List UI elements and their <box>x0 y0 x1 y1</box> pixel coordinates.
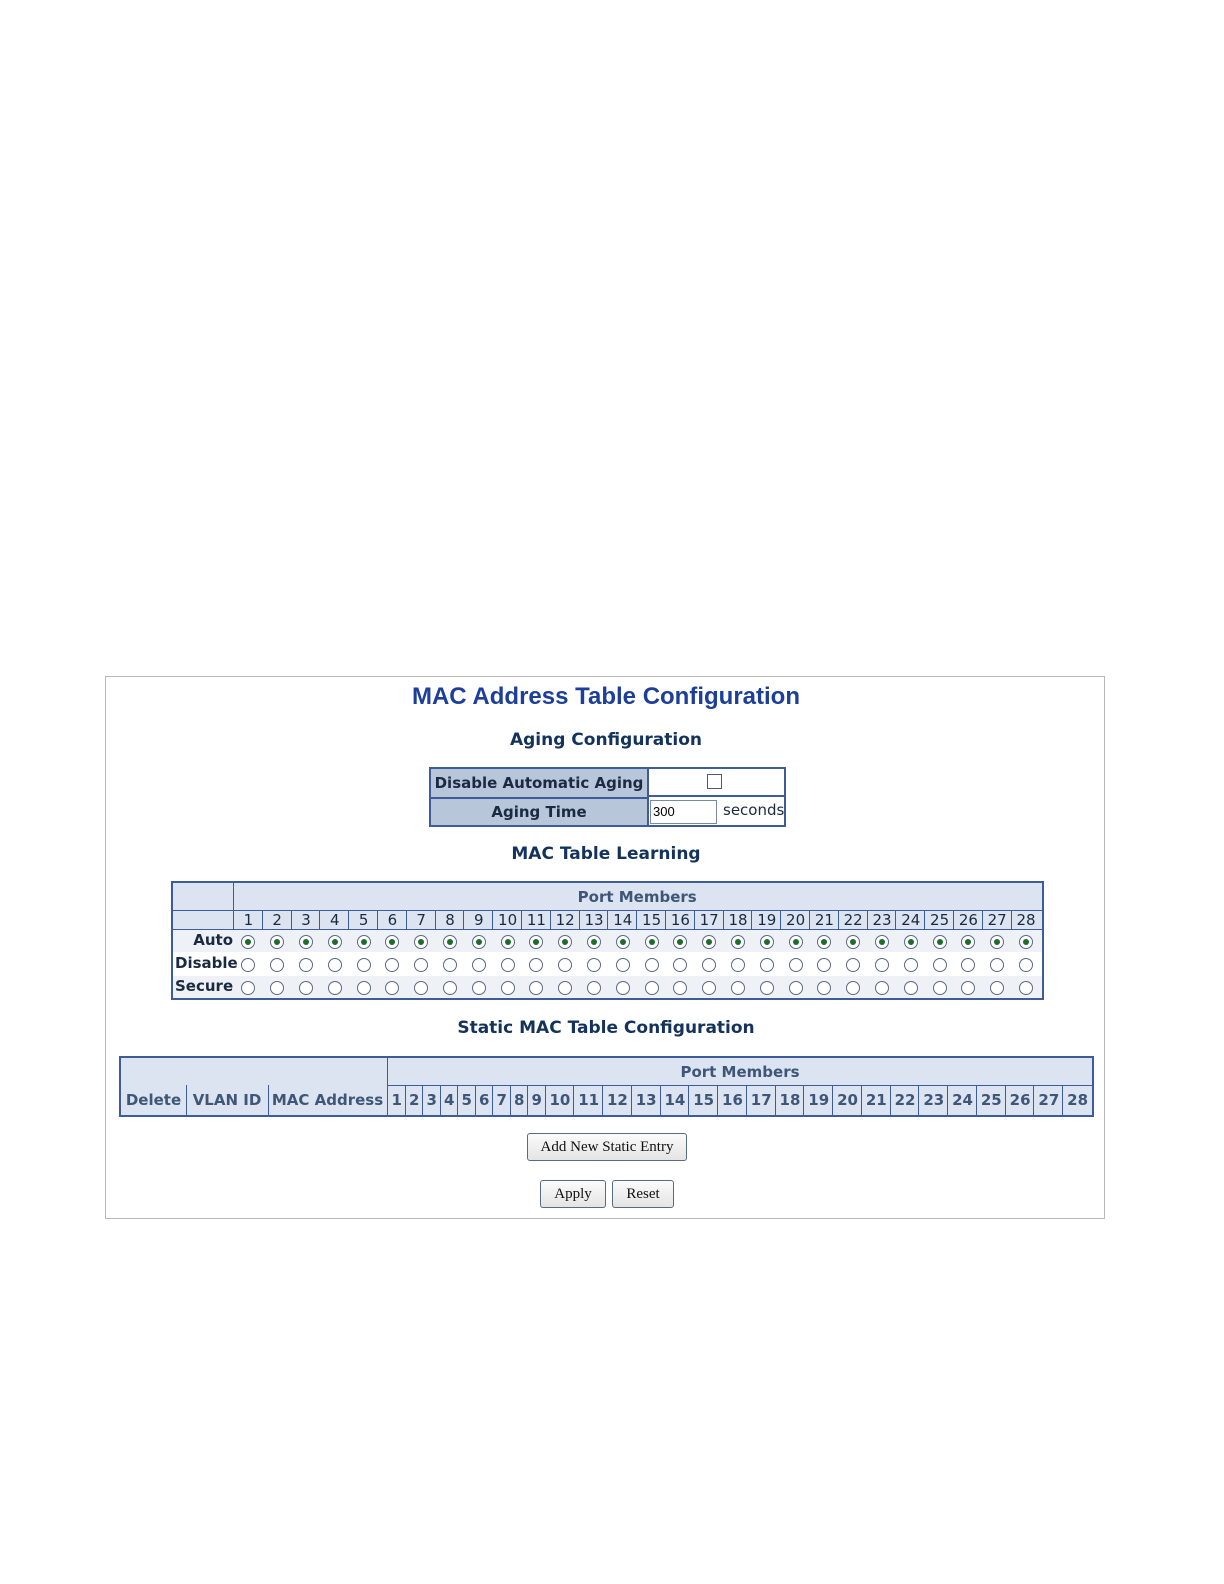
static-port-number: 6 <box>479 1091 490 1109</box>
learning-port-number: 22 <box>843 911 863 929</box>
disable-aging-checkbox[interactable] <box>707 774 722 789</box>
learning-port-number: 7 <box>416 911 426 929</box>
static-port-number: 24 <box>952 1091 973 1109</box>
learning-disable-radio[interactable] <box>789 958 803 972</box>
static-port-number: 19 <box>808 1091 830 1109</box>
learning-disable-radio[interactable] <box>529 958 543 972</box>
static-col-header: MAC Address <box>271 1091 384 1109</box>
learning-secure-radio[interactable] <box>299 981 313 995</box>
learning-port-number: 11 <box>526 911 546 929</box>
static-port-number: 13 <box>635 1091 657 1109</box>
learning-disable-radio[interactable] <box>673 958 687 972</box>
learning-disable-radio[interactable] <box>875 958 889 972</box>
learning-auto-radio[interactable] <box>933 935 947 949</box>
reset-button[interactable]: Reset <box>612 1180 674 1208</box>
static-port-number: 1 <box>391 1091 402 1109</box>
static-port-number: 15 <box>693 1091 715 1109</box>
learning-disable-radio[interactable] <box>472 958 486 972</box>
config-panel <box>105 676 1105 1219</box>
learning-disable-radio[interactable] <box>616 958 630 972</box>
learning-disable-radio[interactable] <box>241 958 255 972</box>
static-port-number: 23 <box>923 1091 945 1109</box>
learning-row-label: Disable <box>175 954 238 972</box>
static-port-number: 27 <box>1038 1091 1060 1109</box>
page-title: MAC Address Table Configuration <box>411 683 800 710</box>
learning-secure-radio[interactable] <box>587 981 601 995</box>
learning-port-number: 12 <box>555 911 575 929</box>
learning-port-number: 19 <box>757 911 777 929</box>
learning-port-members-header: Port Members <box>577 888 697 906</box>
learning-port-number: 23 <box>872 911 892 929</box>
static-port-number: 11 <box>578 1091 600 1109</box>
learning-disable-radio[interactable] <box>1019 958 1033 972</box>
static-port-number: 12 <box>606 1091 628 1109</box>
static-port-number: 17 <box>750 1091 772 1109</box>
learning-port-number: 27 <box>987 911 1007 929</box>
learning-auto-radio[interactable] <box>616 935 630 949</box>
learning-secure-radio[interactable] <box>904 981 918 995</box>
static-port-number: 20 <box>837 1091 858 1109</box>
aging-row-divider <box>647 795 784 797</box>
learning-auto-radio[interactable] <box>472 935 486 949</box>
static-port-number: 2 <box>409 1091 420 1109</box>
learning-auto-radio[interactable] <box>1019 935 1033 949</box>
learning-port-number: 16 <box>670 911 690 929</box>
learning-disable-radio[interactable] <box>904 958 918 972</box>
static-port-number: 21 <box>865 1091 887 1109</box>
learning-auto-radio[interactable] <box>357 935 371 949</box>
learning-auto-radio[interactable] <box>328 935 342 949</box>
learning-auto-radio[interactable] <box>875 935 889 949</box>
static-port-number: 5 <box>461 1091 472 1109</box>
learning-disable-radio[interactable] <box>817 958 831 972</box>
learning-disable-radio[interactable] <box>558 958 572 972</box>
learning-auto-radio[interactable] <box>299 935 313 949</box>
apply-button[interactable]: Apply <box>540 1180 606 1208</box>
learning-port-number: 20 <box>786 911 806 929</box>
learning-disable-radio[interactable] <box>270 958 284 972</box>
learning-port-number: 6 <box>387 911 398 929</box>
learning-disable-radio[interactable] <box>645 958 659 972</box>
learning-port-number: 9 <box>474 911 484 929</box>
add-static-entry-button[interactable]: Add New Static Entry <box>527 1133 687 1161</box>
learning-port-number: 21 <box>814 911 834 929</box>
learning-secure-radio[interactable] <box>443 981 457 995</box>
learning-port-number: 8 <box>445 911 455 929</box>
learning-secure-radio[interactable] <box>328 981 342 995</box>
learning-disable-radio[interactable] <box>760 958 774 972</box>
learning-secure-radio[interactable] <box>472 981 486 995</box>
learning-auto-radio[interactable] <box>443 935 457 949</box>
learning-port-number: 10 <box>498 911 518 929</box>
learning-auto-radio[interactable] <box>760 935 774 949</box>
static-port-number: 7 <box>496 1091 507 1109</box>
aging-time-unit: seconds <box>723 801 785 819</box>
static-col-header: VLAN ID <box>192 1091 262 1109</box>
learning-secure-radio[interactable] <box>875 981 889 995</box>
learning-disable-radio[interactable] <box>731 958 745 972</box>
learning-divider <box>173 929 1042 930</box>
learning-secure-radio[interactable] <box>731 981 745 995</box>
learning-auto-radio[interactable] <box>645 935 659 949</box>
learning-port-number: 26 <box>958 911 978 929</box>
static-port-number: 14 <box>664 1091 686 1109</box>
learning-disable-radio[interactable] <box>328 958 342 972</box>
learning-secure-radio[interactable] <box>357 981 371 995</box>
learning-port-number: 17 <box>699 911 719 929</box>
learning-port-number: 24 <box>901 911 921 929</box>
static-port-number: 4 <box>444 1091 455 1109</box>
aging-table <box>429 767 786 827</box>
static-mac-table <box>119 1056 1094 1117</box>
learning-disable-radio[interactable] <box>414 958 428 972</box>
static-port-number: 26 <box>1009 1091 1031 1109</box>
learning-port-number: 15 <box>642 911 662 929</box>
learning-port-number: 18 <box>728 911 748 929</box>
learning-port-number: 25 <box>930 911 950 929</box>
learning-auto-radio[interactable] <box>789 935 803 949</box>
static-port-members-header: Port Members <box>680 1063 800 1081</box>
learning-port-number: 28 <box>1016 911 1036 929</box>
aging-time-input[interactable]: 300 <box>650 800 717 824</box>
disable-aging-label: Disable Automatic Aging <box>431 769 649 799</box>
learning-secure-radio[interactable] <box>1019 981 1033 995</box>
learning-secure-radio[interactable] <box>645 981 659 995</box>
learning-row-label: Auto <box>193 931 233 949</box>
learning-secure-radio[interactable] <box>760 981 774 995</box>
learning-port-number: 4 <box>330 911 340 929</box>
learning-secure-radio[interactable] <box>501 981 515 995</box>
static-port-number: 9 <box>531 1091 542 1109</box>
static-port-number: 8 <box>514 1091 525 1109</box>
static-port-number: 3 <box>426 1091 437 1109</box>
static-port-number: 25 <box>980 1091 1002 1109</box>
learning-auto-radio[interactable] <box>587 935 601 949</box>
learning-port-number: 5 <box>358 911 369 929</box>
learning-disable-radio[interactable] <box>933 958 947 972</box>
learning-port-number: 14 <box>613 911 633 929</box>
learning-disable-radio[interactable] <box>385 958 399 972</box>
learning-auto-radio[interactable] <box>731 935 745 949</box>
static-divider <box>121 1085 387 1086</box>
learning-disable-radio[interactable] <box>443 958 457 972</box>
aging-section-title: Aging Configuration <box>509 730 703 750</box>
static-port-number: 18 <box>779 1091 801 1109</box>
static-port-number: 22 <box>894 1091 916 1109</box>
learning-disable-radio[interactable] <box>587 958 601 972</box>
learning-disable-radio[interactable] <box>990 958 1004 972</box>
learning-disable-radio[interactable] <box>846 958 860 972</box>
learning-secure-radio[interactable] <box>616 981 630 995</box>
static-port-number: 10 <box>549 1091 571 1109</box>
learning-row-label: Secure <box>175 977 234 995</box>
learning-disable-radio[interactable] <box>501 958 515 972</box>
aging-time-label: Aging Time <box>431 799 649 825</box>
learning-disable-radio[interactable] <box>702 958 716 972</box>
static-port-number: 16 <box>722 1091 743 1109</box>
learning-section-title: MAC Table Learning <box>511 844 701 864</box>
learning-auto-radio[interactable] <box>501 935 515 949</box>
learning-port-number: 13 <box>584 911 604 929</box>
learning-port-number: 2 <box>272 911 282 929</box>
static-section-title: Static MAC Table Configuration <box>457 1018 755 1038</box>
static-col-header: Delete <box>125 1091 182 1109</box>
learning-port-number: 1 <box>243 911 254 929</box>
learning-port-number: 3 <box>301 911 311 929</box>
static-port-number: 28 <box>1067 1091 1089 1109</box>
learning-secure-radio[interactable] <box>789 981 803 995</box>
learning-auto-radio[interactable] <box>904 935 918 949</box>
learning-table <box>171 881 1044 1000</box>
learning-secure-radio[interactable] <box>933 981 947 995</box>
learning-disable-radio[interactable] <box>961 958 975 972</box>
learning-disable-radio[interactable] <box>299 958 313 972</box>
learning-disable-radio[interactable] <box>357 958 371 972</box>
